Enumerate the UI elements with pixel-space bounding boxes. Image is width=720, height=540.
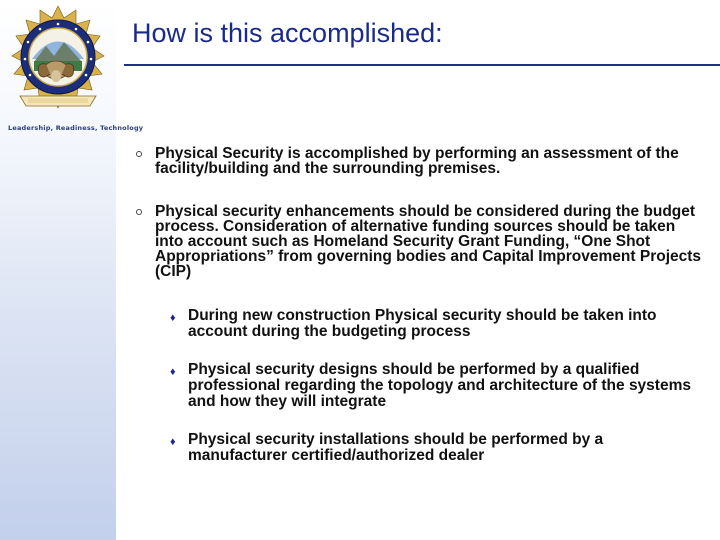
bullet-text: Physical Security is accomplished by performing an assessment of the facility/building and the surrounding premises. bbox=[155, 145, 679, 177]
seal-logo bbox=[6, 4, 144, 132]
sub-bullet-text: Physical security installations should be performed by a manufacturer certified/authorized dealer bbox=[188, 431, 604, 464]
page-title: How is this accomplished: bbox=[132, 18, 443, 48]
seal-logo-icon bbox=[6, 4, 110, 120]
diamond-bullet-icon: ♦ bbox=[170, 366, 176, 378]
circle-bullet-icon bbox=[136, 209, 142, 215]
diamond-bullet-icon: ♦ bbox=[170, 436, 176, 448]
slide-content bbox=[132, 146, 702, 486]
logo-caption: Leadership, Readiness, Technology bbox=[8, 124, 144, 132]
sub-bullet-text: During new construction Physical security should be taken into account during the budgeting process bbox=[188, 307, 657, 340]
sub-bullet-item bbox=[168, 432, 702, 464]
sub-bullet-item bbox=[168, 362, 702, 410]
bullet-text: Physical security enhancements should be considered during the budget process. Consideration of alternative funding sources should be taken into account such as Homeland Security Grant Funding, “One Shot Appropriations” from governing bodies and Capital Improvement Projects (CIP) bbox=[155, 203, 702, 280]
sub-bullet-item bbox=[168, 308, 702, 340]
circle-bullet-icon bbox=[136, 151, 142, 157]
bullet-item bbox=[132, 204, 702, 279]
bullet-item bbox=[132, 146, 702, 176]
diamond-bullet-icon: ♦ bbox=[170, 312, 176, 324]
sub-bullet-text: Physical security designs should be performed by a qualified professional regarding the topology and architecture of the systems and how they will integrate bbox=[188, 361, 691, 410]
title-divider bbox=[124, 64, 720, 66]
sub-bullet-list bbox=[132, 308, 702, 464]
